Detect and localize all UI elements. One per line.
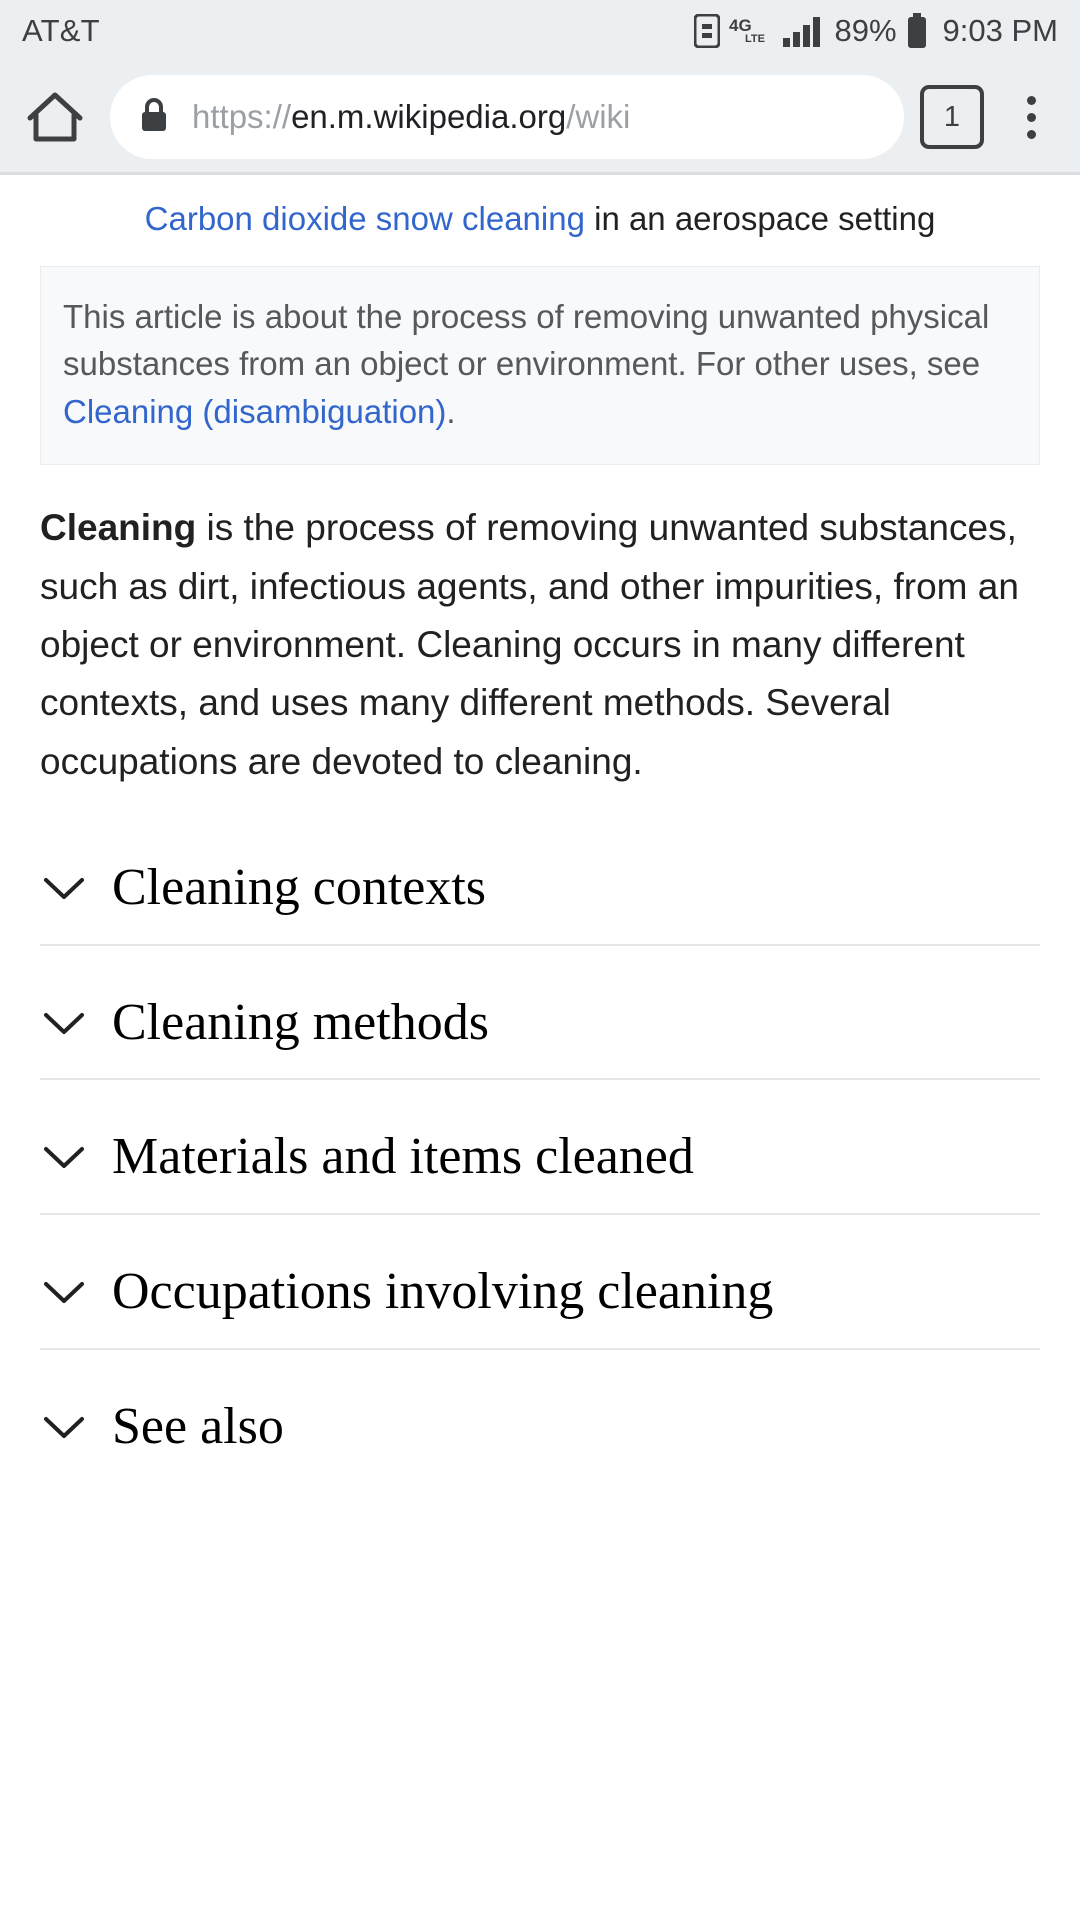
section-heading-cleaning-contexts[interactable] [40,851,1040,946]
url-host: en.m.wikipedia.org [291,98,567,135]
section-spacer [40,1350,1040,1390]
caption-link[interactable]: Carbon dioxide snow cleaning [144,200,585,237]
caption-rest: in an aerospace setting [584,200,936,237]
section-spacer [40,1080,1040,1120]
section-heading-materials-and-items-cleaned[interactable] [40,1120,1040,1215]
section-title: See also [112,1397,284,1455]
article-title-bold: Cleaning [40,507,197,549]
section-heading-occupations-involving-cleaning[interactable] [40,1255,1040,1350]
chevron-down-icon[interactable] [40,1255,112,1307]
signal-bars-icon [782,14,824,48]
url-text [192,98,630,136]
hatnote-text-2: . [446,393,456,431]
chevron-down-icon[interactable] [40,986,112,1038]
hatnote-link[interactable]: Cleaning (disambiguation) [63,393,447,431]
section-heading-see-also[interactable] [40,1390,1040,1483]
home-icon[interactable] [20,82,90,152]
lock-icon [138,95,170,140]
hatnote [40,266,1040,466]
battery-percent-label: 89% [834,13,897,48]
article-content [0,175,1080,1482]
lead-text: is the process of removing unwanted substances, such as dirt, infectious agents, and other impurities, from an object or environment. Cleaning occurs in many different contexts, and uses many different methods. Several occupations are devoted to cleaning. [40,507,1019,782]
section-title: Cleaning methods [112,993,489,1051]
section-spacer [40,1215,1040,1255]
svg-text:4G: 4G [728,16,752,35]
section-spacer [40,946,1040,986]
status-icons [694,13,1059,49]
section-title: Materials and items cleaned [112,1128,694,1186]
chevron-down-icon[interactable] [40,1390,112,1442]
status-bar [0,0,1080,62]
chevron-down-icon[interactable] [40,1120,112,1172]
url-scheme: https:// [192,98,292,135]
clock-label: 9:03 PM [942,13,1058,48]
tab-switcher-button[interactable]: 1 [920,85,984,149]
nfc-icon [694,14,720,48]
url-bar[interactable] [110,75,904,159]
hatnote-text-1: This article is about the process of removing unwanted physical substances from an object or environment. For other uses, see [63,297,990,383]
lead-paragraph [40,499,1040,791]
network-type-icon [729,14,773,48]
image-caption [40,175,1040,252]
carrier-label: AT&T [22,13,100,48]
section-title: Cleaning contexts [112,859,487,917]
section-list [40,851,1040,1482]
browser-toolbar [0,62,1080,172]
overflow-menu-icon[interactable] [1002,81,1060,153]
section-heading-cleaning-methods[interactable] [40,986,1040,1081]
url-path: /wiki [566,98,631,135]
svg-text:LTE: LTE [744,33,765,45]
battery-full-icon [906,13,928,49]
section-title: Occupations involving cleaning [112,1262,774,1320]
chevron-down-icon[interactable] [40,851,112,903]
